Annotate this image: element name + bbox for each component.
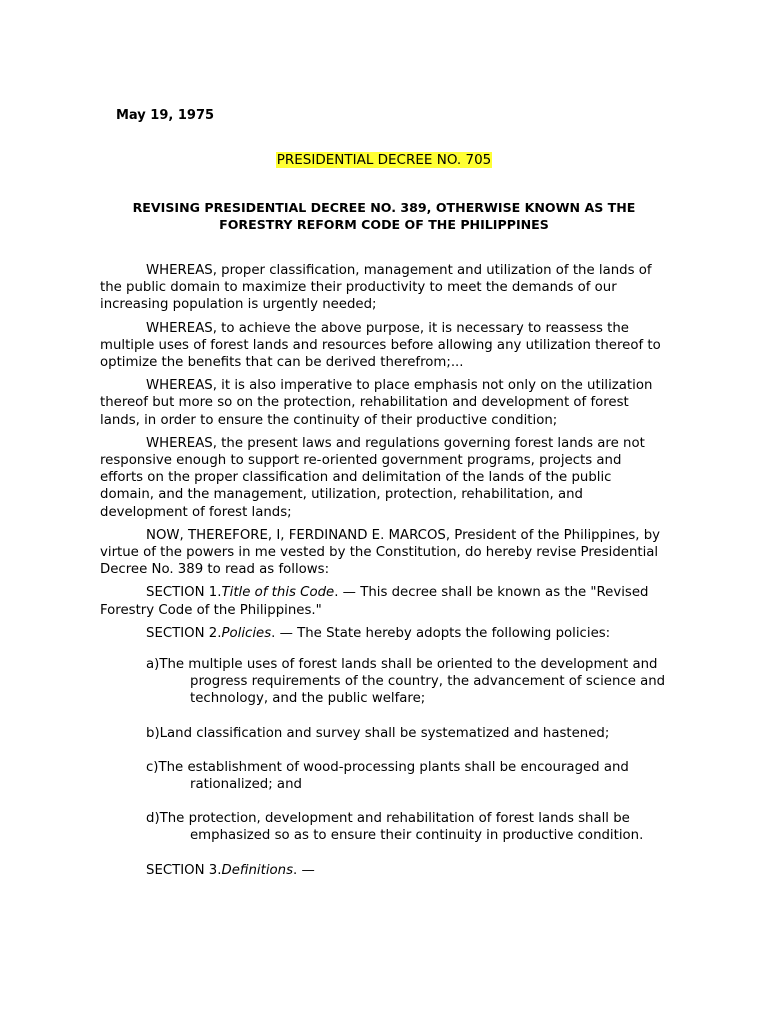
decree-date: May 19, 1975	[116, 108, 215, 123]
whereas-paragraph: WHEREAS, it is also imperative to place emphasis not only on the utilization thereof but more so on the protection, rehabilitation and development of forest lands, in order to ensure the continuity of their productive condition;	[100, 378, 653, 428]
whereas-paragraph: WHEREAS, to achieve the above purpose, it is necessary to reassess the multiple uses of forest lands and resources before allowing any utilization thereof to optimize the benefits that can be derived therefrom;...	[100, 320, 661, 371]
whereas-paragraph: WHEREAS, the present laws and regulations governing forest lands are not responsive enough to support re-oriented government programs, projects and efforts on the proper classification and delimitation of the lands of the public domain, and the management, utilization, protection, rehabilitation, and development of forest lands;	[100, 435, 645, 520]
section-3-heading: Definitions	[221, 862, 294, 878]
decree-title	[0, 152, 768, 169]
section-2-heading: Policies	[221, 625, 272, 641]
section-1-prefix: SECTION 1.	[146, 585, 222, 601]
section-3	[100, 862, 668, 879]
section-2-text: . — The State hereby adopts the following policies:	[271, 625, 611, 641]
policy-item-c: c)The establishment of wood-processing plants shall be encouraged and rationalized; and	[146, 759, 629, 793]
decree-body	[100, 262, 668, 879]
section-1-text: . — This decree shall be known as the "Revised Forestry Code of the Philippines."	[100, 585, 649, 618]
section-1	[100, 584, 668, 618]
section-3-text: . —	[293, 862, 315, 878]
section-2-prefix: SECTION 2.	[146, 625, 222, 641]
policy-list	[100, 656, 668, 845]
decree-subtitle: REVISING PRESIDENTIAL DECREE NO. 389, OTHERWISE KNOWN AS THE FORESTRY REFORM CODE OF THE PHILIPPINES	[132, 200, 636, 232]
now-therefore-paragraph: NOW, THEREFORE, I, FERDINAND E. MARCOS, President of the Philippines, by virtue of the powers in me vested by the Constitution, do hereby revise Presidential Decree No. 389 to read as follows:	[100, 527, 661, 578]
policy-item-a: a)The multiple uses of forest lands shall be oriented to the development and progress requirements of the country, the advancement of science and technology, and the public welfare;	[146, 657, 666, 707]
policy-item-d: d)The protection, development and rehabilitation of forest lands shall be emphasized so as to ensure their continuity in productive condition.	[146, 811, 644, 844]
policy-item-b: b)Land classification and survey shall be systematized and hastened;	[146, 725, 610, 741]
section-2	[100, 625, 668, 642]
decree-title-highlight: PRESIDENTIAL DECREE NO. 705	[276, 152, 492, 168]
section-3-prefix: SECTION 3.	[146, 862, 222, 878]
section-1-heading: Title of this Code	[221, 585, 335, 601]
whereas-paragraph: WHEREAS, proper classification, management and utilization of the lands of the public domain to maximize their productivity to meet the demands of our increasing population is urgently needed;	[100, 263, 652, 313]
